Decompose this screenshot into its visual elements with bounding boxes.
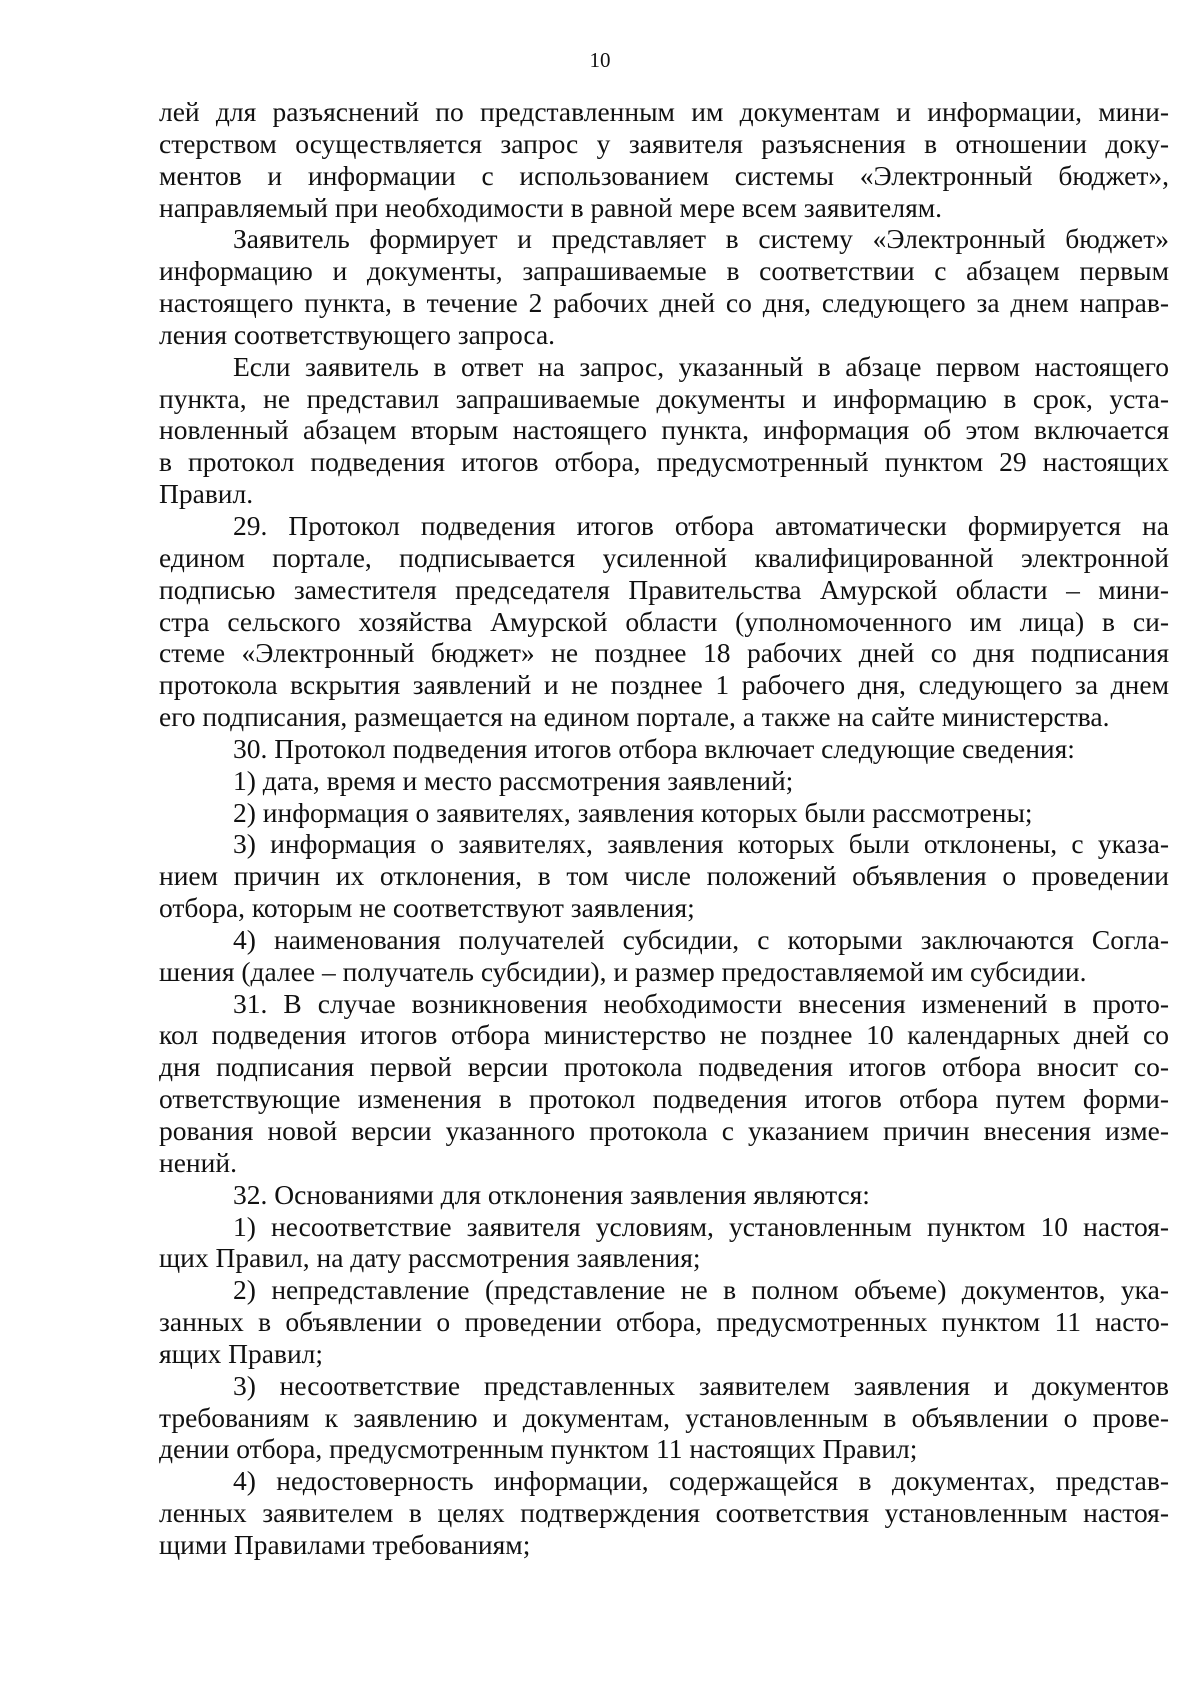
text-line: нений. [159, 1146, 237, 1178]
text-line: дении отбора, предусмотренным пунктом 11 настоящих Правил; [159, 1433, 918, 1465]
text-line: в протокол подведения итогов отбора, предусмотренный пунктом 29 настоящих [159, 446, 1169, 478]
text-line: подписью заместителя председателя Правительства Амурской области – мини- [159, 573, 1169, 605]
text-line: рования новой версии указанного протокола с указанием причин внесения изме- [159, 1115, 1169, 1146]
text-line: ленных заявителем в целях подтверждения соответствия установленным настоя- [159, 1497, 1169, 1529]
text-line: 29. Протокол подведения итогов отбора автоматически формируется на [233, 509, 1169, 541]
text-line: нием причин их отклонения, в том числе положений объявления о проведении [159, 860, 1169, 892]
text-line: стерством осуществляется запрос у заявителя разъяснения в отношении доку- [159, 127, 1169, 159]
text-line: новленный абзацем вторым настоящего пункта, информация об этом включается [159, 414, 1169, 446]
document-body-text [159, 96, 1169, 1561]
page-number: 10 [589, 48, 611, 72]
text-line: 32. Основаниями для отклонения заявления являются: [233, 1178, 870, 1210]
text-line: ящих Правил; [159, 1337, 324, 1369]
text-line: его подписания, размещается на едином портале, а также на сайте министерства. [159, 701, 1110, 733]
text-line: Если заявитель в ответ на запрос, указанный в абзаце первом настоящего [233, 350, 1169, 382]
text-line: лей для разъяснений по представленным им документам и информации, мини- [159, 96, 1169, 127]
text-line: занных в объявлении о проведении отбора, предусмотренных пунктом 11 насто- [159, 1306, 1169, 1338]
text-line: 3) несоответствие представленных заявителем заявления и документов [233, 1369, 1169, 1401]
text-line: стеме «Электронный бюджет» не позднее 18 рабочих дней со дня подписания [159, 637, 1169, 669]
text-line: 3) информация о заявителях, заявления которых были отклонены, с указа- [233, 828, 1169, 860]
text-line: 31. В случае возникновения необходимости внесения изменений в прото- [233, 987, 1169, 1019]
text-line: отбора, которым не соответствуют заявления; [159, 892, 695, 924]
text-line: настоящего пункта, в течение 2 рабочих дней со дня, следующего за днем направ- [159, 287, 1169, 319]
text-line: протокола вскрытия заявлений и не позднее 1 рабочего дня, следующего за днем [159, 669, 1169, 701]
text-line: кол подведения итогов отбора министерство не позднее 10 календарных дней со [159, 1019, 1169, 1051]
text-line: 1) дата, время и место рассмотрения заявлений; [233, 764, 794, 796]
text-line: ментов и информации с использованием системы «Электронный бюджет», [159, 159, 1169, 191]
text-line: 2) информация о заявителях, заявления которых были рассмотрены; [233, 796, 1033, 828]
text-line: 1) несоответствие заявителя условиям, установленным пунктом 10 настоя- [233, 1210, 1169, 1242]
text-line: 4) недостоверность информации, содержащейся в документах, представ- [233, 1465, 1169, 1497]
text-line: 30. Протокол подведения итогов отбора включает следующие сведения: [233, 732, 1075, 764]
text-line: ления соответствующего запроса. [159, 318, 556, 350]
text-line: Правил. [159, 478, 254, 510]
text-line: пункта, не представил запрашиваемые документы и информацию в срок, уста- [159, 382, 1169, 414]
text-line: 2) непредставление (представление не в полном объеме) документов, ука- [233, 1274, 1169, 1306]
text-line: дня подписания первой версии протокола подведения итогов отбора вносит со- [159, 1051, 1169, 1083]
text-line: едином портале, подписывается усиленной квалифицированной электронной [159, 541, 1169, 573]
text-line: направляемый при необходимости в равной мере всем заявителям. [159, 191, 943, 223]
text-line: щими Правилами требованиям; [159, 1528, 531, 1560]
text-line: стра сельского хозяйства Амурской области (уполномоченного им лица) в си- [159, 605, 1169, 637]
text-line: ответствующие изменения в протокол подведения итогов отбора путем форми- [159, 1083, 1169, 1115]
text-line: Заявитель формирует и представляет в систему «Электронный бюджет» [233, 223, 1169, 255]
text-line: 4) наименования получателей субсидии, с которыми заключаются Согла- [233, 923, 1169, 955]
text-line: информацию и документы, запрашиваемые в соответствии с абзацем первым [159, 255, 1169, 287]
text-line: шения (далее – получатель субсидии), и размер предоставляемой им субсидии. [159, 955, 1087, 987]
text-line: щих Правил, на дату рассмотрения заявления; [159, 1242, 701, 1274]
text-line: требованиям к заявлению и документам, установленным в объявлении о прове- [159, 1401, 1169, 1433]
